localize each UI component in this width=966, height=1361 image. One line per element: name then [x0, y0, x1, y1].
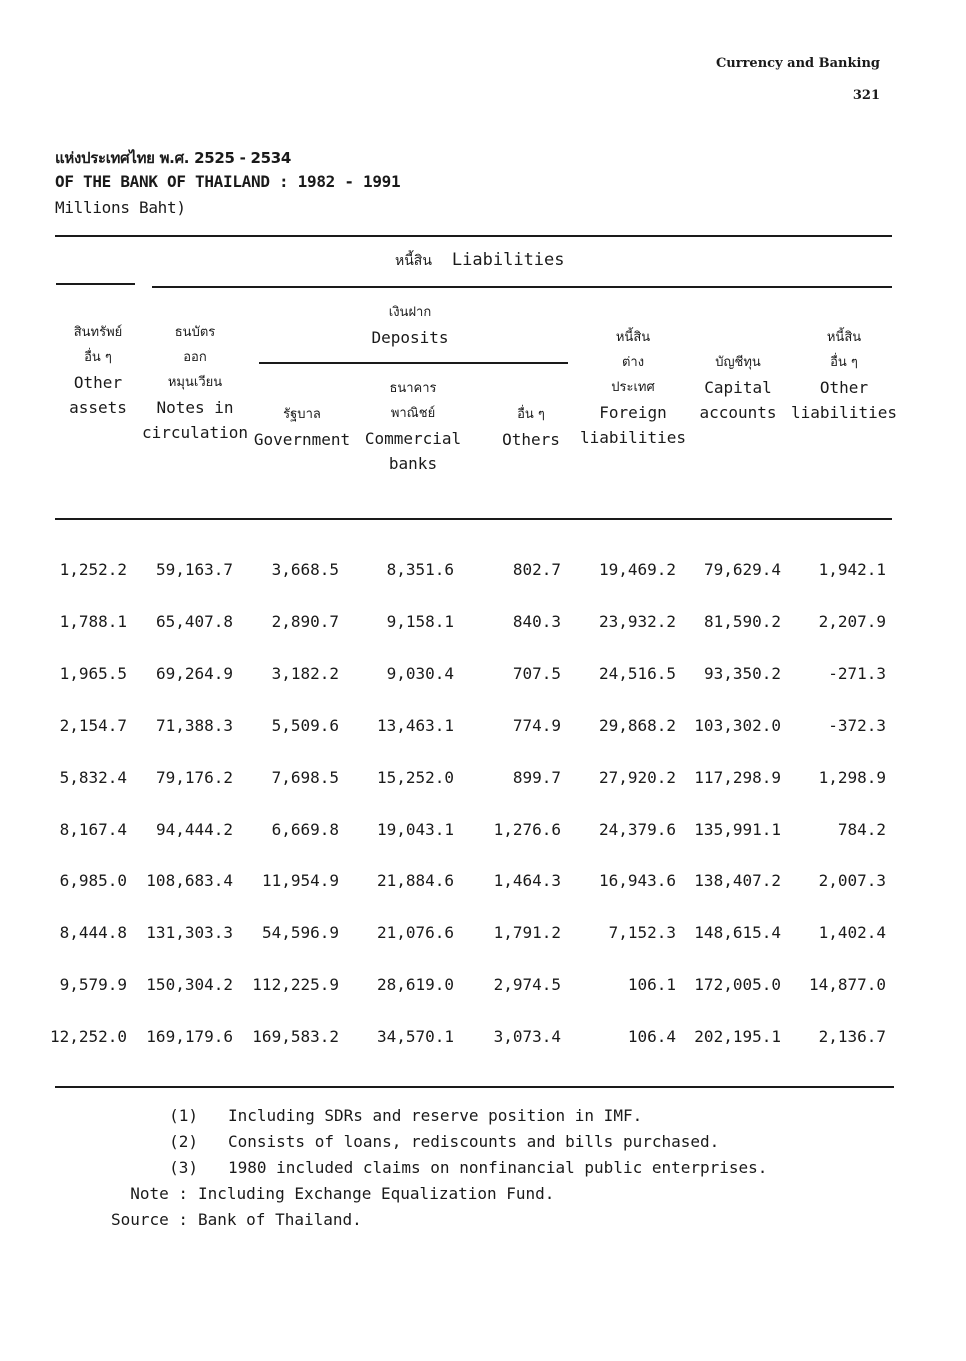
- table-cell: 2,136.7: [818, 1027, 886, 1047]
- table-cell: 3,182.2: [271, 663, 339, 683]
- table-cell: 1,402.4: [818, 923, 886, 943]
- table-cell: 148,615.4: [694, 923, 781, 943]
- table-cell: 94,444.2: [155, 819, 233, 839]
- table-cell: 1,464.3: [493, 871, 561, 891]
- table-cell: 1,942.1: [818, 560, 886, 579]
- column-header-english: accounts: [699, 403, 777, 422]
- table-cell: 9,030.4: [386, 663, 454, 683]
- column-header-thai: อื่น ๆ: [830, 355, 858, 370]
- footnote-key: (1): [169, 1106, 198, 1125]
- column-header-english: Government: [253, 430, 351, 449]
- column-header-thai: หนี้สิน: [826, 330, 862, 345]
- column-header-english: Notes in: [156, 398, 234, 417]
- table-cell: 93,350.2: [703, 663, 781, 683]
- table-cell: 21,884.6: [376, 871, 454, 891]
- column-header-thai: ธนบัตร: [174, 325, 216, 340]
- footnote: [88, 1155, 767, 1181]
- table-cell: 79,629.4: [703, 560, 781, 579]
- footnotes: [88, 1103, 767, 1233]
- deposits-en: Deposits: [371, 328, 449, 347]
- column-header-thai: รัฐบาล: [283, 407, 321, 422]
- deposits-spanner-rule: [259, 362, 568, 364]
- table-cell: 21,076.6: [376, 923, 454, 943]
- column-header-english: Other: [819, 378, 869, 397]
- table-cell: 24,516.5: [598, 663, 676, 683]
- table-cell: -271.3: [828, 663, 886, 683]
- liabilities-en: Liabilities: [451, 250, 565, 270]
- column-header-english: Capital: [704, 378, 772, 397]
- column-header-thai: สินทรัพย์: [73, 325, 123, 340]
- table-cell: 65,407.8: [155, 611, 233, 631]
- table-cell: 81,590.2: [703, 611, 781, 631]
- column-header-english: liabilities: [791, 403, 897, 422]
- table-cell: 6,985.0: [59, 871, 127, 891]
- column-header-english: Others: [502, 430, 560, 449]
- column-header-english: Commercial: [364, 429, 462, 448]
- table-cell: 23,932.2: [598, 611, 676, 631]
- column-header-english: circulation: [142, 423, 248, 442]
- table-cell: 802.7: [512, 560, 561, 579]
- column-header-other-liabilities: [779, 325, 909, 425]
- table-cell: 19,043.1: [376, 819, 454, 839]
- table-cell: 150,304.2: [146, 975, 233, 995]
- table-cell: 12,252.0: [49, 1027, 127, 1047]
- column-header-thai: ประเทศ: [611, 380, 655, 395]
- liabilities-thai: หนี้สิน: [395, 253, 432, 269]
- table-cell: 9,158.1: [386, 611, 454, 631]
- table-cell: 135,991.1: [694, 819, 781, 839]
- table-cell: 1,791.2: [493, 923, 561, 943]
- table-cell: 103,302.0: [694, 715, 781, 735]
- table-cell: 15,252.0: [376, 767, 454, 787]
- table-cell: 5,509.6: [271, 715, 339, 735]
- table-cell: 27,920.2: [598, 767, 676, 787]
- table-cell: 169,583.2: [252, 1027, 339, 1047]
- header-bottom-rule: [55, 518, 892, 520]
- table-cell: 784.2: [837, 819, 886, 839]
- footnote-text: Bank of Thailand.: [198, 1210, 362, 1229]
- deposits-thai: เงินฝาก: [388, 305, 432, 320]
- footnote-key: Source :: [110, 1210, 188, 1229]
- title-line-english: OF THE BANK OF THAILAND : 1982 - 1991: [55, 172, 401, 191]
- table-cell: 899.7: [512, 767, 561, 787]
- column-header-commercial-banks: [348, 376, 478, 476]
- table-cell: 7,152.3: [608, 923, 676, 943]
- table-cell: 11,954.9: [261, 871, 339, 891]
- table-bottom-rule: [55, 1086, 894, 1088]
- footnote-text: Including SDRs and reserve position in IMF.: [228, 1106, 643, 1125]
- table-cell: 172,005.0: [694, 975, 781, 995]
- footnote: [88, 1207, 767, 1233]
- footnote-key: Note :: [130, 1184, 188, 1203]
- column-header-thai: อื่น ๆ: [517, 407, 545, 422]
- column-header-english: banks: [388, 454, 438, 473]
- table-cell: 2,974.5: [493, 975, 561, 995]
- table-cell: 9,579.9: [59, 975, 127, 995]
- liabilities-group-header: [395, 250, 565, 272]
- footnote: [88, 1103, 767, 1129]
- table-cell: 79,176.2: [155, 767, 233, 787]
- column-header-english: liabilities: [580, 428, 686, 447]
- table-cell: 138,407.2: [694, 871, 781, 891]
- table-cell: 29,868.2: [598, 715, 676, 735]
- liabilities-spanner-rule: [152, 286, 892, 288]
- table-cell: 840.3: [512, 611, 561, 631]
- table-cell: 1,298.9: [818, 767, 886, 787]
- table-cell: 202,195.1: [694, 1027, 781, 1047]
- footnote: [88, 1129, 767, 1155]
- table-cell: 34,570.1: [376, 1027, 454, 1047]
- table-cell: 106.4: [627, 1027, 676, 1047]
- table-cell: 112,225.9: [252, 975, 339, 995]
- table-cell: 2,207.9: [818, 611, 886, 631]
- assets-spanner-rule: [56, 283, 135, 285]
- title-unit: Millions Baht): [55, 198, 186, 217]
- running-header-section: Currency and Banking: [715, 56, 880, 71]
- table-cell: 14,877.0: [808, 975, 886, 995]
- footnote-text: Consists of loans, rediscounts and bills purchased.: [228, 1132, 720, 1151]
- table-cell: 3,073.4: [493, 1027, 561, 1047]
- footnote-key: (2): [169, 1132, 198, 1151]
- table-cell: 1,788.1: [59, 611, 127, 631]
- table-cell: 108,683.4: [146, 871, 233, 891]
- table-cell: 3,668.5: [271, 560, 339, 579]
- column-header-thai: พาณิชย์: [390, 406, 436, 421]
- table-top-rule: [55, 235, 892, 237]
- table-cell: 59,163.7: [155, 560, 233, 579]
- column-header-english: Other: [73, 373, 123, 392]
- column-header-thai: ต่าง: [621, 355, 645, 370]
- table-cell: -372.3: [828, 715, 886, 735]
- table-cell: 54,596.9: [261, 923, 339, 943]
- table-cell: 1,252.2: [59, 560, 127, 579]
- deposits-header: [350, 300, 470, 350]
- table-cell: 106.1: [627, 975, 676, 995]
- column-header-thai: ออก: [183, 350, 207, 365]
- column-header-english: Foreign: [599, 403, 667, 422]
- table-cell: 707.5: [512, 663, 561, 683]
- column-header-thai: บัญชีทุน: [715, 355, 761, 370]
- table-cell: 24,379.6: [598, 819, 676, 839]
- table-cell: 1,965.5: [59, 663, 127, 683]
- table-cell: 131,303.3: [146, 923, 233, 943]
- table-cell: 28,619.0: [376, 975, 454, 995]
- column-header-thai: หมุนเวียน: [167, 375, 223, 390]
- table-cell: 71,388.3: [155, 715, 233, 735]
- table-cell: 2,154.7: [59, 715, 127, 735]
- table-cell: 5,832.4: [59, 767, 127, 787]
- table-cell: 7,698.5: [271, 767, 339, 787]
- footnote-text: 1980 included claims on nonfinancial public enterprises.: [228, 1158, 768, 1177]
- column-header-english: assets: [69, 398, 127, 417]
- table-cell: 8,167.4: [59, 819, 127, 839]
- column-header-thai: อื่น ๆ: [84, 350, 112, 365]
- table-cell: 6,669.8: [271, 819, 339, 839]
- table-cell: 8,444.8: [59, 923, 127, 943]
- table-cell: 117,298.9: [694, 767, 781, 787]
- title-line-thai: แห่งประเทศไทย พ.ศ. 2525 - 2534: [55, 149, 291, 167]
- table-cell: 16,943.6: [598, 871, 676, 891]
- table-cell: 8,351.6: [386, 560, 454, 579]
- footnote: [88, 1181, 767, 1207]
- table-cell: 69,264.9: [155, 663, 233, 683]
- table-cell: 774.9: [512, 715, 561, 735]
- footnote-text: Including Exchange Equalization Fund.: [198, 1184, 555, 1203]
- column-header-thai: ธนาคาร: [389, 381, 437, 396]
- table-cell: 169,179.6: [146, 1027, 233, 1047]
- table-cell: 1,276.6: [493, 819, 561, 839]
- column-header-thai: หนี้สิน: [615, 330, 651, 345]
- table-cell: 19,469.2: [598, 560, 676, 579]
- table-cell: 2,007.3: [818, 871, 886, 891]
- table-cell: 13,463.1: [376, 715, 454, 735]
- footnote-key: (3): [169, 1158, 198, 1177]
- table-cell: 2,890.7: [271, 611, 339, 631]
- page-number: 321: [852, 88, 880, 103]
